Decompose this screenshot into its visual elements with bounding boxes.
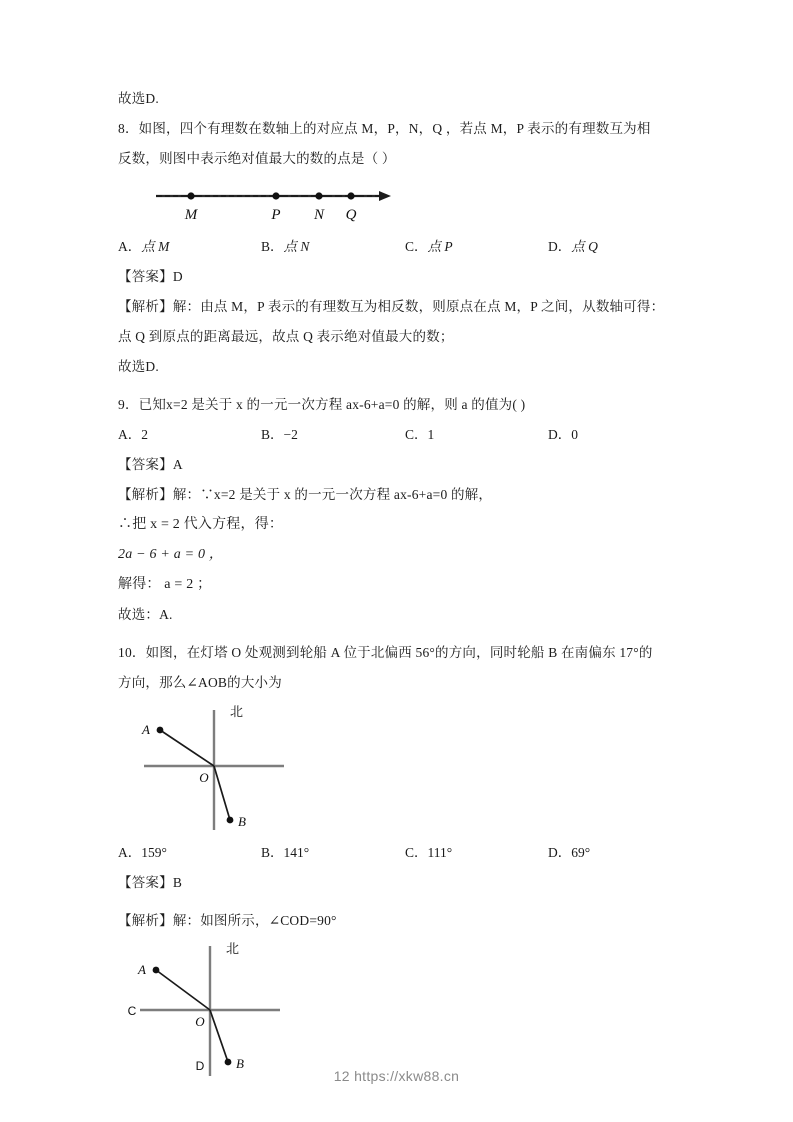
q10-option-c[interactable] — [405, 838, 452, 868]
q9-option-d[interactable] — [548, 420, 578, 450]
q9-option-d-key: D． — [548, 427, 572, 442]
number-line-arrowhead — [379, 191, 391, 201]
point-c-label: C — [127, 1004, 137, 1018]
number-line-point-m — [187, 192, 194, 199]
q9-answer-label: 【答案】 — [118, 457, 173, 472]
q9-analysis-line3: 2a − 6 + a = 0 ， — [118, 547, 224, 562]
q9-answer-value: A — [172, 457, 183, 472]
q10-answer-value: B — [172, 875, 183, 890]
point-b-label: B — [236, 1056, 244, 1071]
q8-option-d[interactable] — [548, 232, 598, 262]
point-a-dot — [157, 727, 164, 734]
q8-option-d-text: 点 Q — [571, 239, 598, 254]
point-d-label: D — [195, 1059, 205, 1073]
document-body-column — [118, 84, 680, 1086]
q9-stem: 9．已知x=2 是关于 x 的一元一次方程 ax-6+a=0 的解，则 a 的值为( ) — [118, 397, 526, 412]
north-label: 北 — [226, 941, 240, 956]
q8-option-a[interactable] — [118, 232, 169, 262]
number-line-label-n: N — [313, 207, 325, 223]
q9-analysis-line4: 解得： a = 2 ； — [118, 577, 212, 592]
q10-option-a-text: 159° — [141, 845, 167, 860]
q9-option-a-key: A． — [118, 427, 142, 442]
q8-option-c-text: 点 P — [427, 239, 453, 254]
q8-analysis-text1: 解：由点 M，P 表示的有理数互为相反数，则原点在点 M，P 之间，从数轴可得： — [172, 299, 665, 314]
q10-option-c-text: 111° — [427, 845, 453, 860]
q10-option-b[interactable] — [261, 838, 309, 868]
origin-label: O — [195, 1014, 205, 1029]
q10-answer-line — [118, 868, 680, 898]
q9-option-d-text: 0 — [571, 427, 578, 442]
q8-option-b-key: B． — [261, 239, 284, 254]
number-line-label-q: Q — [345, 207, 357, 223]
q9-option-b-text: −2 — [283, 427, 298, 442]
q10-option-d[interactable] — [548, 838, 590, 868]
ray-oa — [156, 970, 210, 1010]
q10-answer-label: 【答案】 — [118, 875, 173, 890]
ray-ob — [210, 1010, 228, 1062]
q8-option-b-text: 点 N — [283, 239, 310, 254]
q10-figure1-wrap — [118, 698, 680, 838]
q9-option-c[interactable] — [405, 420, 434, 450]
compass-figure-question-svg — [126, 698, 326, 838]
q10-option-b-key: B． — [261, 845, 284, 860]
q9-option-c-text: 1 — [427, 427, 435, 442]
q9-option-a-text: 2 — [141, 427, 148, 442]
q8-stem-line1: 8．如图，四个有理数在数轴上的对应点 M，P，N，Q ，若点 M，P 表示的有理数互为相 — [118, 121, 651, 136]
q10-figure2-wrap — [118, 936, 680, 1086]
q9-analysis-line2: ∴把 x = 2 代入方程，得： — [118, 517, 284, 532]
q9-answer-line — [118, 450, 680, 480]
q8-analysis-line1 — [118, 292, 680, 322]
ray-ob — [214, 766, 230, 820]
q8-stem-line2: 反数，则图中表示绝对值最大的数的点是（ ） — [118, 151, 396, 166]
point-b-dot — [227, 817, 234, 824]
q9-option-a[interactable] — [118, 420, 148, 450]
q10-option-d-text: 69° — [571, 845, 591, 860]
q8-options-row — [118, 232, 680, 262]
q8-option-a-text: 点 M — [141, 239, 170, 254]
north-label: 北 — [230, 704, 244, 719]
q8-answer-label: 【答案】 — [118, 269, 173, 284]
point-b-dot — [225, 1059, 232, 1066]
page-footer: 12 https://xkw88.cn — [333, 1068, 460, 1084]
q9-options-row — [118, 420, 680, 450]
q8-answer-line — [118, 262, 680, 292]
q8-answer-value: D — [172, 269, 183, 284]
compass-figure-solution-svg — [118, 936, 328, 1086]
q10-option-c-key: C． — [405, 845, 428, 860]
number-line-point-p — [272, 192, 279, 199]
ray-oa — [160, 730, 214, 766]
q10-stem-line2: 方向，那么∠AOB的大小为 — [118, 675, 282, 690]
origin-label: O — [199, 770, 209, 785]
point-a-label: A — [142, 722, 150, 737]
number-line-svg — [146, 174, 446, 232]
q8-option-a-key: A． — [118, 239, 142, 254]
point-b-label: B — [238, 814, 246, 829]
q8-analysis-line3: 故选D. — [118, 359, 159, 374]
q9-option-b[interactable] — [261, 420, 298, 450]
q10-option-d-key: D． — [548, 845, 572, 860]
q9-option-c-key: C． — [405, 427, 428, 442]
q10-analysis-line1 — [118, 906, 680, 936]
q9-analysis-line5: 故选：A. — [118, 607, 173, 622]
q8-option-c-key: C． — [405, 239, 428, 254]
number-line-label-m: M — [184, 207, 198, 223]
q10-option-a[interactable] — [118, 838, 167, 868]
q10-analysis-text1: 解：如图所示，∠COD=90° — [172, 913, 337, 928]
carryover-conclusion: 故选D. — [118, 91, 159, 106]
q8-number-line-figure — [118, 174, 680, 232]
q10-option-b-text: 141° — [283, 845, 310, 860]
q10-stem-line1: 10．如图，在灯塔 O 处观测到轮船 A 位于北偏西 56°的方向，同时轮船 B 在南偏东 17°的 — [118, 645, 653, 660]
q8-option-d-key: D． — [548, 239, 572, 254]
q8-option-c[interactable] — [405, 232, 453, 262]
q10-option-a-key: A． — [118, 845, 142, 860]
q9-analysis-label: 【解析】 — [118, 487, 173, 502]
q8-option-b[interactable] — [261, 232, 309, 262]
q10-analysis-label: 【解析】 — [118, 913, 173, 928]
number-line-label-p: P — [271, 207, 281, 223]
q9-analysis-line1 — [118, 480, 680, 510]
point-a-dot — [153, 967, 160, 974]
q8-analysis-line2: 点 Q 到原点的距离最远，故点 Q 表示绝对值最大的数； — [118, 329, 454, 344]
number-line-point-n — [315, 192, 322, 199]
point-a-label: A — [138, 962, 146, 977]
q9-option-b-key: B． — [261, 427, 284, 442]
q10-options-row — [118, 838, 680, 868]
q8-analysis-label: 【解析】 — [118, 299, 173, 314]
q9-analysis-text1: 解：∵x=2 是关于 x 的一元一次方程 ax-6+a=0 的解， — [172, 487, 493, 502]
number-line-point-q — [347, 192, 354, 199]
